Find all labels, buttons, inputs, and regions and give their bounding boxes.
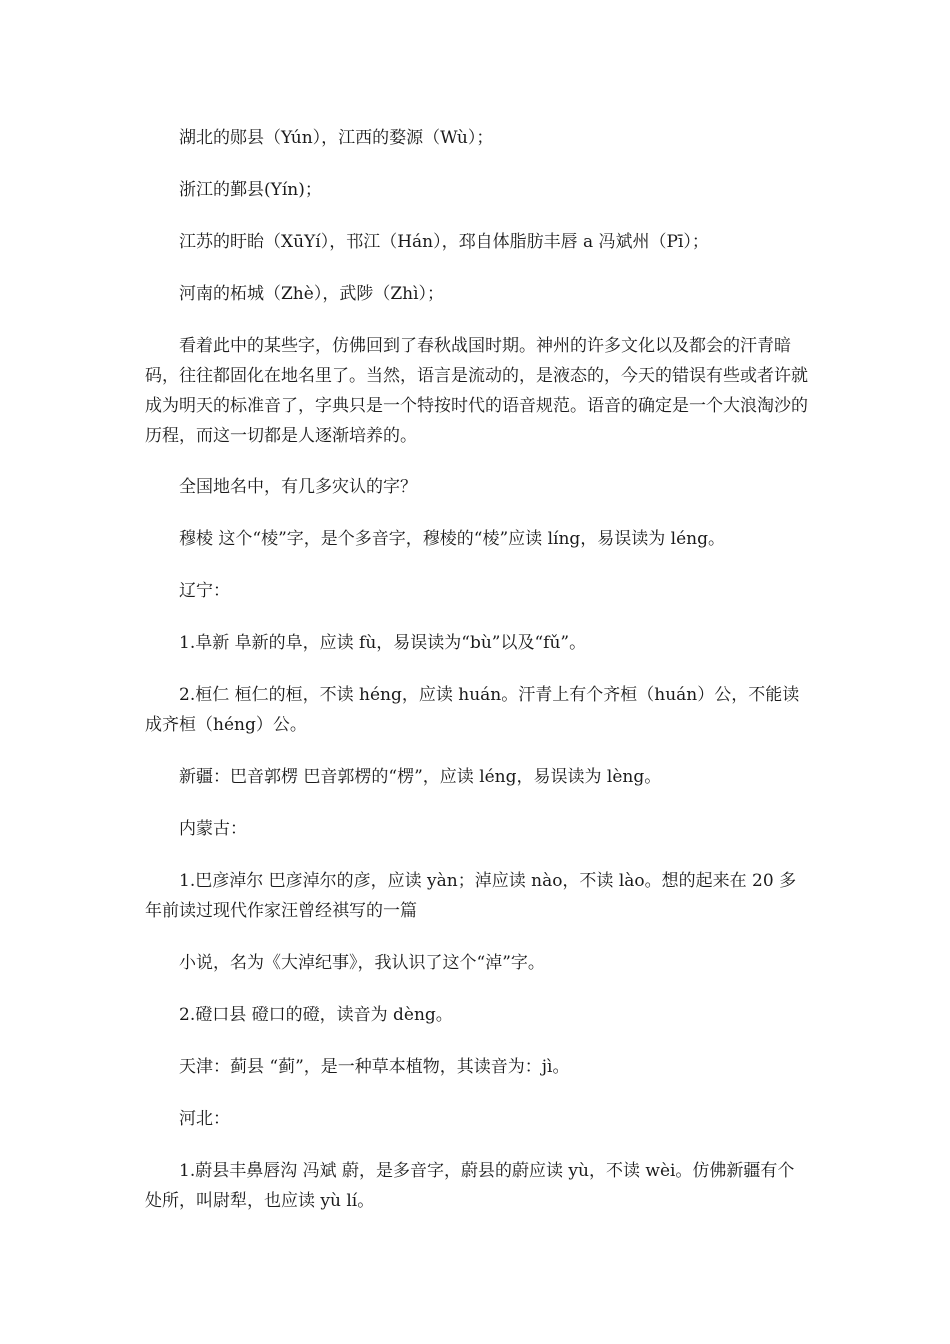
paragraph-question: 全国地名中，有几多灾认的字？ xyxy=(179,477,417,497)
paragraph-tianjin: 天津：蓟县 “蓟”，是一种草本植物，其读音为：jì。 xyxy=(179,1057,570,1077)
paragraph-zhejiang: 浙江的鄞县(Yín)； xyxy=(179,180,322,200)
paragraph-henan: 河南的柘城（Zhè），武陟（Zhì）； xyxy=(179,284,445,304)
paragraph-bayannaoer: 1.巴彦淖尔 巴彦淖尔的彦，应读 yàn；淖应读 nào，不读 lào。想的起来在 20 多年前读过现代作家汪曾经祺写的一篇 xyxy=(145,871,797,921)
paragraph-xinjiang: 新疆：巴音郭楞 巴音郭楞的“楞”，应读 léng，易误读为 lèng。 xyxy=(179,767,662,787)
heading-hebei: 河北： xyxy=(179,1109,230,1129)
paragraph-huanren: 2.桓仁 桓仁的桓，不读 héng，应读 huán。汗青上有个齐桓（huán）公，不能读成齐桓（héng）公。 xyxy=(145,685,800,735)
paragraph-jiangsu: 江苏的盱眙（XūYí），邗江（Hán），邳自体脂肪丰唇 a 冯斌州（Pī）； xyxy=(179,232,709,252)
paragraph-muling: 穆棱 这个“棱”字，是个多音字，穆棱的“棱”应读 líng，易误读为 léng。 xyxy=(179,529,726,549)
paragraph-dengkou: 2.磴口县 磴口的磴，读音为 dèng。 xyxy=(179,1005,453,1025)
paragraph-commentary: 看着此中的某些字，仿佛回到了春秋战国时期。神州的许多文化以及都会的汗青暗码，往往都固化在地名里了。当然，语言是流动的，是液态的，今天的错误有些或者许就成为明天的标准音了，字典只是一个特按时代的语音规范。语音的确定是一个大浪淘沙的历程，而这一切都是人逐渐培养的。 xyxy=(145,336,808,446)
heading-neimenggu: 内蒙古： xyxy=(179,819,247,839)
paragraph-yuxian: 1.蔚县丰鼻唇沟 冯斌 蔚，是多音字，蔚县的蔚应读 yù，不读 wèi。仿佛新疆有个处所，叫尉犁，也应读 yù lí。 xyxy=(145,1161,795,1211)
paragraph-fuxin: 1.阜新 阜新的阜，应读 fù，易误读为“bù”以及“fǔ”。 xyxy=(179,633,587,653)
heading-liaoning: 辽宁： xyxy=(179,581,230,601)
paragraph-hubei: 湖北的郧县（Yún），江西的婺源（Wù）； xyxy=(179,128,494,148)
paragraph-story: 小说，名为《大淖纪事》，我认识了这个“淖”字。 xyxy=(179,953,545,973)
